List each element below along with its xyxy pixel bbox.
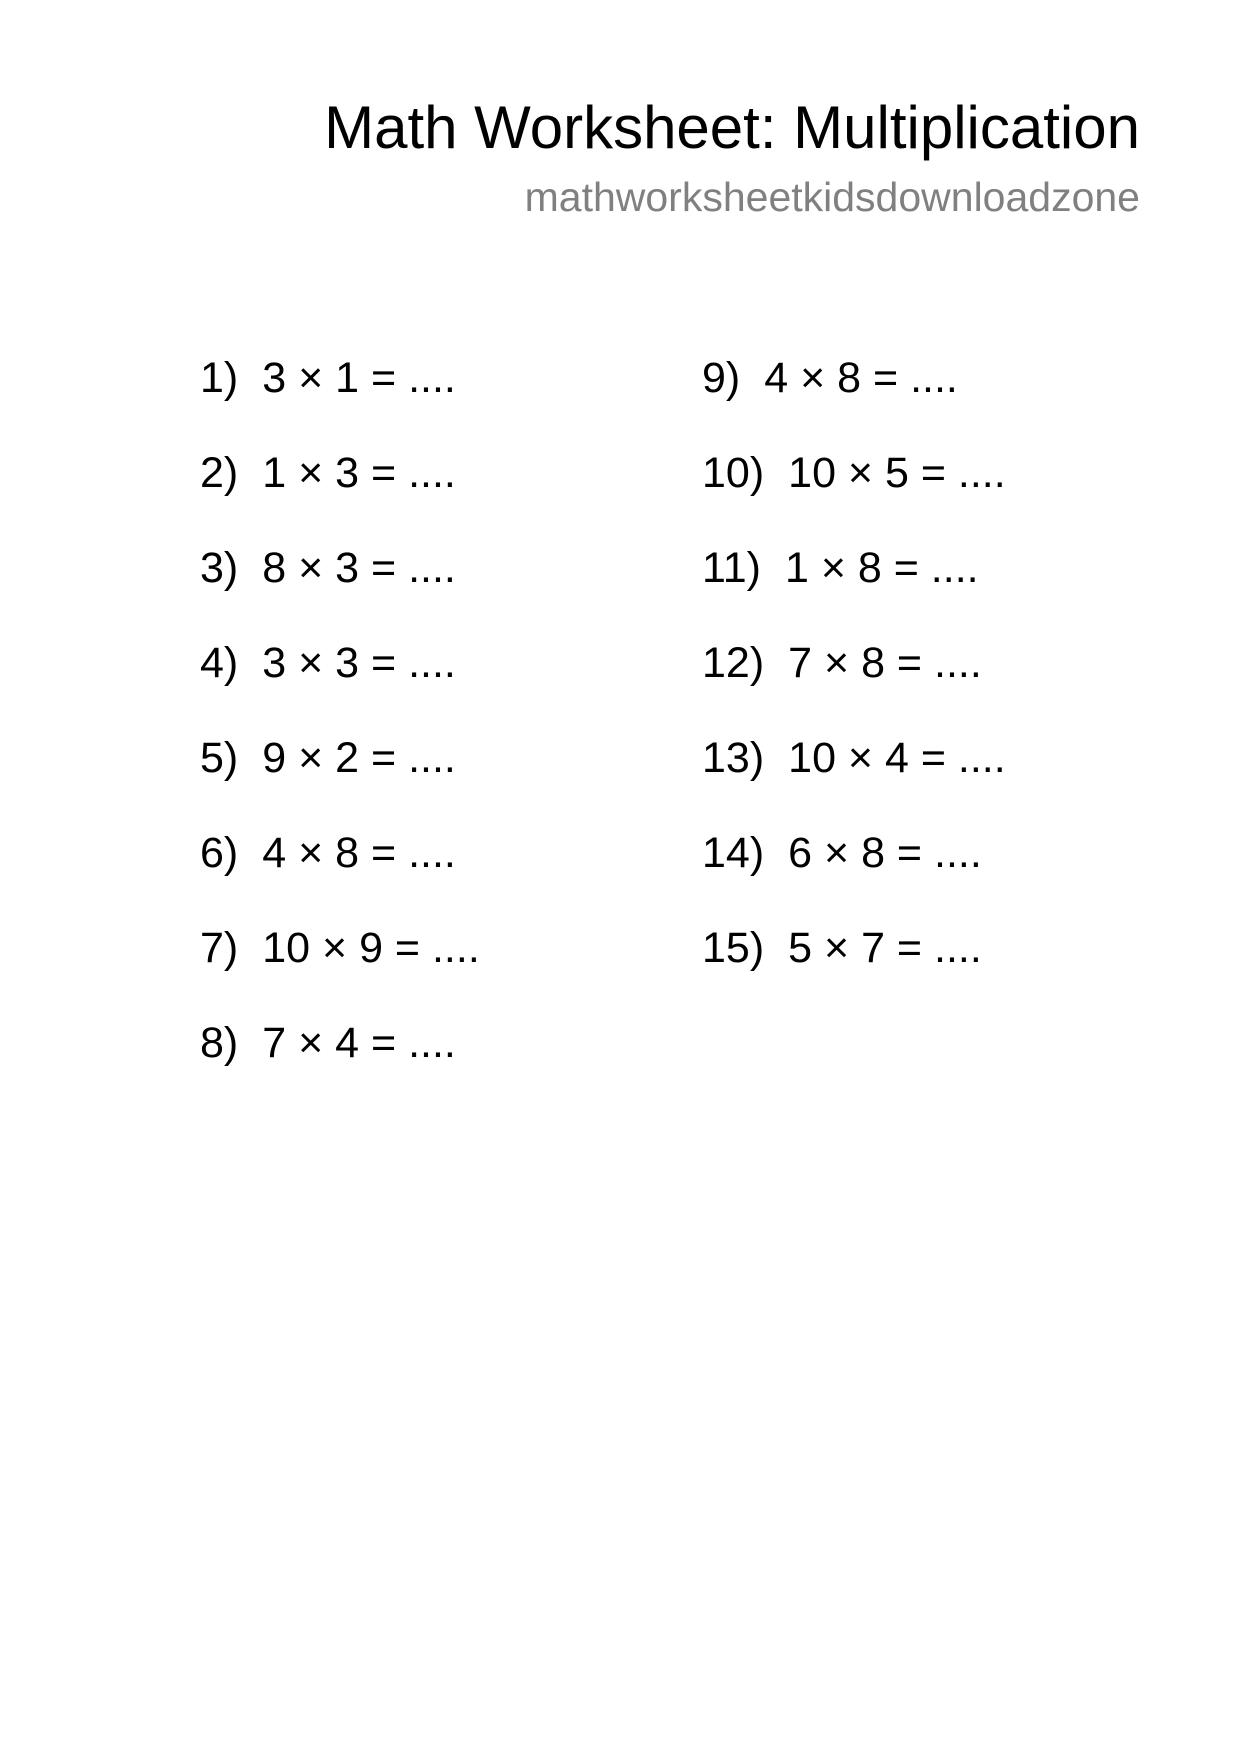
problem-expression: 6 × 8 = .... [788, 829, 982, 877]
problem-item [702, 637, 1006, 732]
problem-item [200, 1017, 480, 1112]
page-subtitle: mathworksheetkidsdownloadzone [524, 174, 1140, 220]
problem-item [702, 922, 1006, 1017]
problem-number: 6) [200, 829, 239, 877]
problem-expression: 8 × 3 = .... [262, 544, 456, 592]
problem-column-left [200, 352, 480, 1112]
problem-item [702, 352, 1006, 447]
problem-number: 8) [200, 1019, 239, 1067]
problem-expression: 3 × 1 = .... [262, 354, 456, 402]
problem-item [200, 732, 480, 827]
problem-item [702, 827, 1006, 922]
problem-expression: 4 × 8 = .... [764, 354, 958, 402]
problem-expression: 3 × 3 = .... [262, 639, 456, 687]
problem-expression: 10 × 9 = .... [262, 924, 480, 972]
problem-item [200, 637, 480, 732]
problem-number: 10) [702, 449, 765, 497]
problem-expression: 1 × 3 = .... [262, 449, 456, 497]
problem-number: 15) [702, 924, 765, 972]
problem-number: 5) [200, 734, 239, 782]
problem-number: 3) [200, 544, 239, 592]
problem-number: 13) [702, 734, 765, 782]
problem-number: 4) [200, 639, 239, 687]
problem-expression: 4 × 8 = .... [262, 829, 456, 877]
problem-number: 12) [702, 639, 765, 687]
problem-item [200, 542, 480, 637]
problem-item [200, 352, 480, 447]
problem-expression: 9 × 2 = .... [262, 734, 456, 782]
problem-item [200, 922, 480, 1017]
problem-expression: 1 × 8 = .... [784, 544, 979, 592]
problem-number: 11) [702, 544, 761, 592]
problem-expression: 5 × 7 = .... [788, 924, 982, 972]
page-title: Math Worksheet: Multiplication [324, 94, 1140, 161]
problem-number: 1) [200, 354, 239, 402]
problem-item [702, 542, 1006, 637]
problem-number: 9) [702, 354, 741, 402]
problem-item [702, 732, 1006, 827]
problem-expression: 7 × 8 = .... [788, 639, 982, 687]
problem-number: 2) [200, 449, 239, 497]
problem-item [702, 447, 1006, 542]
problem-expression: 7 × 4 = .... [262, 1019, 456, 1067]
problem-column-right [702, 352, 1006, 1017]
problem-number: 14) [702, 829, 765, 877]
problem-expression: 10 × 4 = .... [788, 734, 1006, 782]
problem-expression: 10 × 5 = .... [788, 449, 1006, 497]
problem-number: 7) [200, 924, 239, 972]
problem-item [200, 827, 480, 922]
worksheet-header [324, 92, 1140, 222]
problem-item [200, 447, 480, 542]
